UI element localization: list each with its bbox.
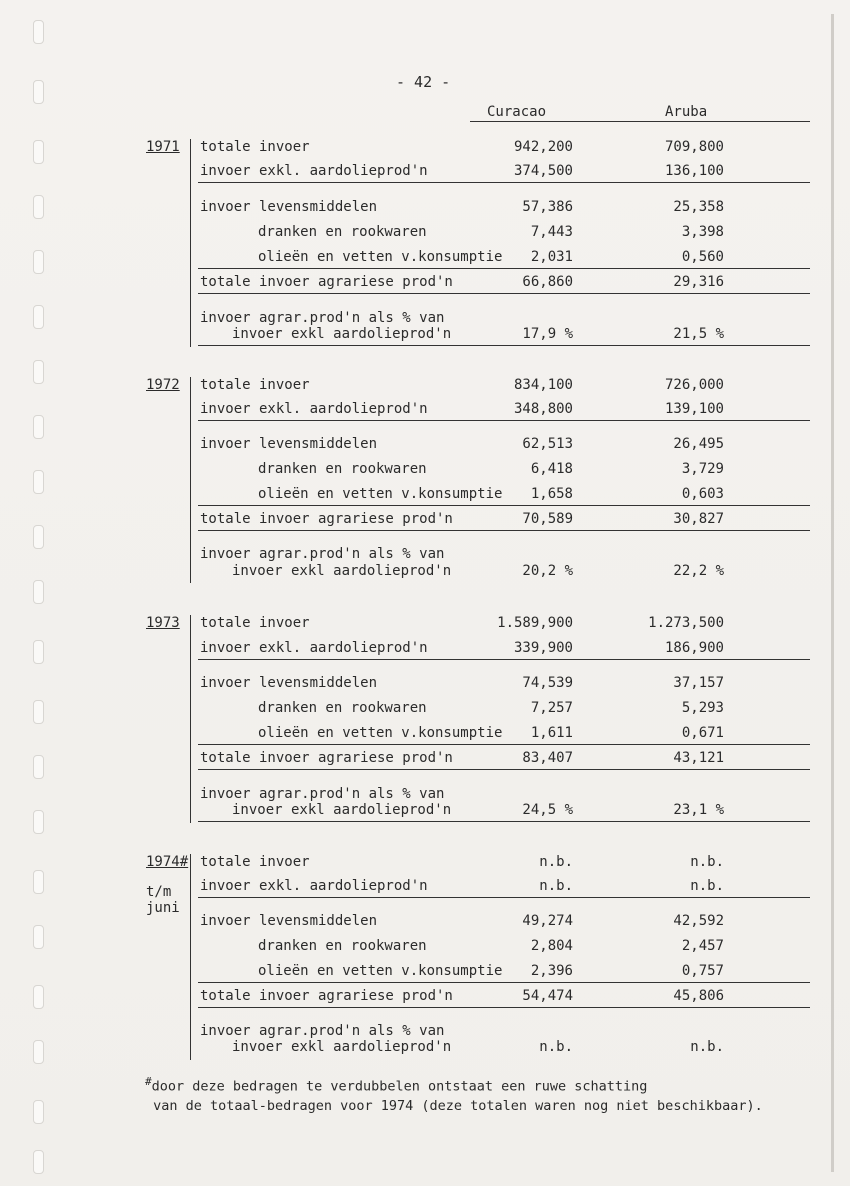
footnote (145, 1072, 763, 1116)
rule (198, 420, 810, 421)
rule (198, 345, 810, 346)
year-label: 1973 (146, 615, 180, 631)
footnote-line-1: door deze bedragen te verdubbelen ontstaat een ruwe schatting (151, 1078, 648, 1095)
rule (198, 182, 810, 183)
table-row: dranken en rookwaren 6,418 3,729 (258, 461, 724, 477)
table-row: totale invoer agrariese prod'n 70,589 30,827 (200, 511, 724, 527)
table-row: invoer exkl. aardolieprod'n 374,500 136,100 (200, 163, 724, 179)
table-row: totale invoer 942,200 709,800 (200, 139, 724, 155)
footnote-marker: # (145, 1075, 152, 1088)
rule (198, 821, 810, 822)
table-row: dranken en rookwaren 7,443 3,398 (258, 224, 724, 240)
table-row: invoer exkl. aardolieprod'n 339,900 186,900 (200, 640, 724, 656)
table-row: invoer exkl aardolieprod'n 20,2 % 22,2 % (232, 563, 724, 579)
year-label: 1971 (146, 139, 180, 155)
table-row: invoer agrar.prod'n als % van (200, 546, 445, 562)
column-header-curacao: Curacao (487, 104, 547, 120)
rule (198, 744, 810, 745)
rule (198, 505, 810, 506)
footnote-line-2: van de totaal-bedragen voor 1974 (deze totalen waren nog niet beschikbaar). (153, 1097, 763, 1114)
table-row: invoer exkl aardolieprod'n 24,5 % 23,1 % (232, 802, 724, 818)
table-row: totale invoer 1.589,900 1.273,500 (200, 615, 724, 631)
punch-hole (33, 1100, 44, 1124)
table-row: totale invoer agrariese prod'n 66,860 29,316 (200, 274, 724, 290)
punch-hole (33, 1150, 44, 1174)
table-row: invoer levensmiddelen 57,386 25,358 (200, 199, 724, 215)
table-row: invoer levensmiddelen 74,539 37,157 (200, 675, 724, 691)
rule (198, 293, 810, 294)
table-row: totale invoer n.b. n.b. (200, 854, 724, 870)
rule (198, 530, 810, 531)
table-row: invoer exkl aardolieprod'n n.b. n.b. (232, 1039, 724, 1055)
punch-hole (33, 80, 44, 104)
table-row: olieën en vetten v.konsumptie 1,658 0,603 (258, 486, 724, 502)
rule (198, 769, 810, 770)
year-label: 1972 (146, 377, 180, 393)
table-row: invoer levensmiddelen 49,274 42,592 (200, 913, 724, 929)
table-row: olieën en vetten v.konsumptie 2,031 0,560 (258, 249, 724, 265)
table-row: invoer agrar.prod'n als % van (200, 1023, 445, 1039)
table-row: olieën en vetten v.konsumptie 2,396 0,757 (258, 963, 724, 979)
table-row: invoer exkl. aardolieprod'n 348,800 139,100 (200, 401, 724, 417)
year-label: 1974# (146, 854, 189, 870)
table-row: dranken en rookwaren 2,804 2,457 (258, 938, 724, 954)
table-row: invoer exkl aardolieprod'n 17,9 % 21,5 % (232, 326, 724, 342)
rule (198, 659, 810, 660)
year-note-line-1: t/m (146, 884, 172, 900)
page-number: - 42 - (396, 73, 451, 91)
table-row: totale invoer agrariese prod'n 83,407 43,121 (200, 750, 724, 766)
rule (198, 982, 810, 983)
punch-hole (33, 20, 44, 44)
table-row: totale invoer 834,100 726,000 (200, 377, 724, 393)
table-row: totale invoer agrariese prod'n 54,474 45,806 (200, 988, 724, 1004)
year-note-line-2: juni (146, 900, 180, 916)
table-row: invoer agrar.prod'n als % van (200, 310, 445, 326)
table-row: olieën en vetten v.konsumptie 1,611 0,671 (258, 725, 724, 741)
table-row: invoer agrar.prod'n als % van (200, 786, 445, 802)
column-header-aruba: Aruba (665, 104, 708, 120)
header-rule (470, 121, 810, 122)
rule (198, 897, 810, 898)
rule (198, 268, 810, 269)
table-row: invoer exkl. aardolieprod'n n.b. n.b. (200, 878, 724, 894)
table-row: dranken en rookwaren 7,257 5,293 (258, 700, 724, 716)
punch-hole (33, 580, 44, 604)
table-row: invoer levensmiddelen 62,513 26,495 (200, 436, 724, 452)
rule (198, 1007, 810, 1008)
